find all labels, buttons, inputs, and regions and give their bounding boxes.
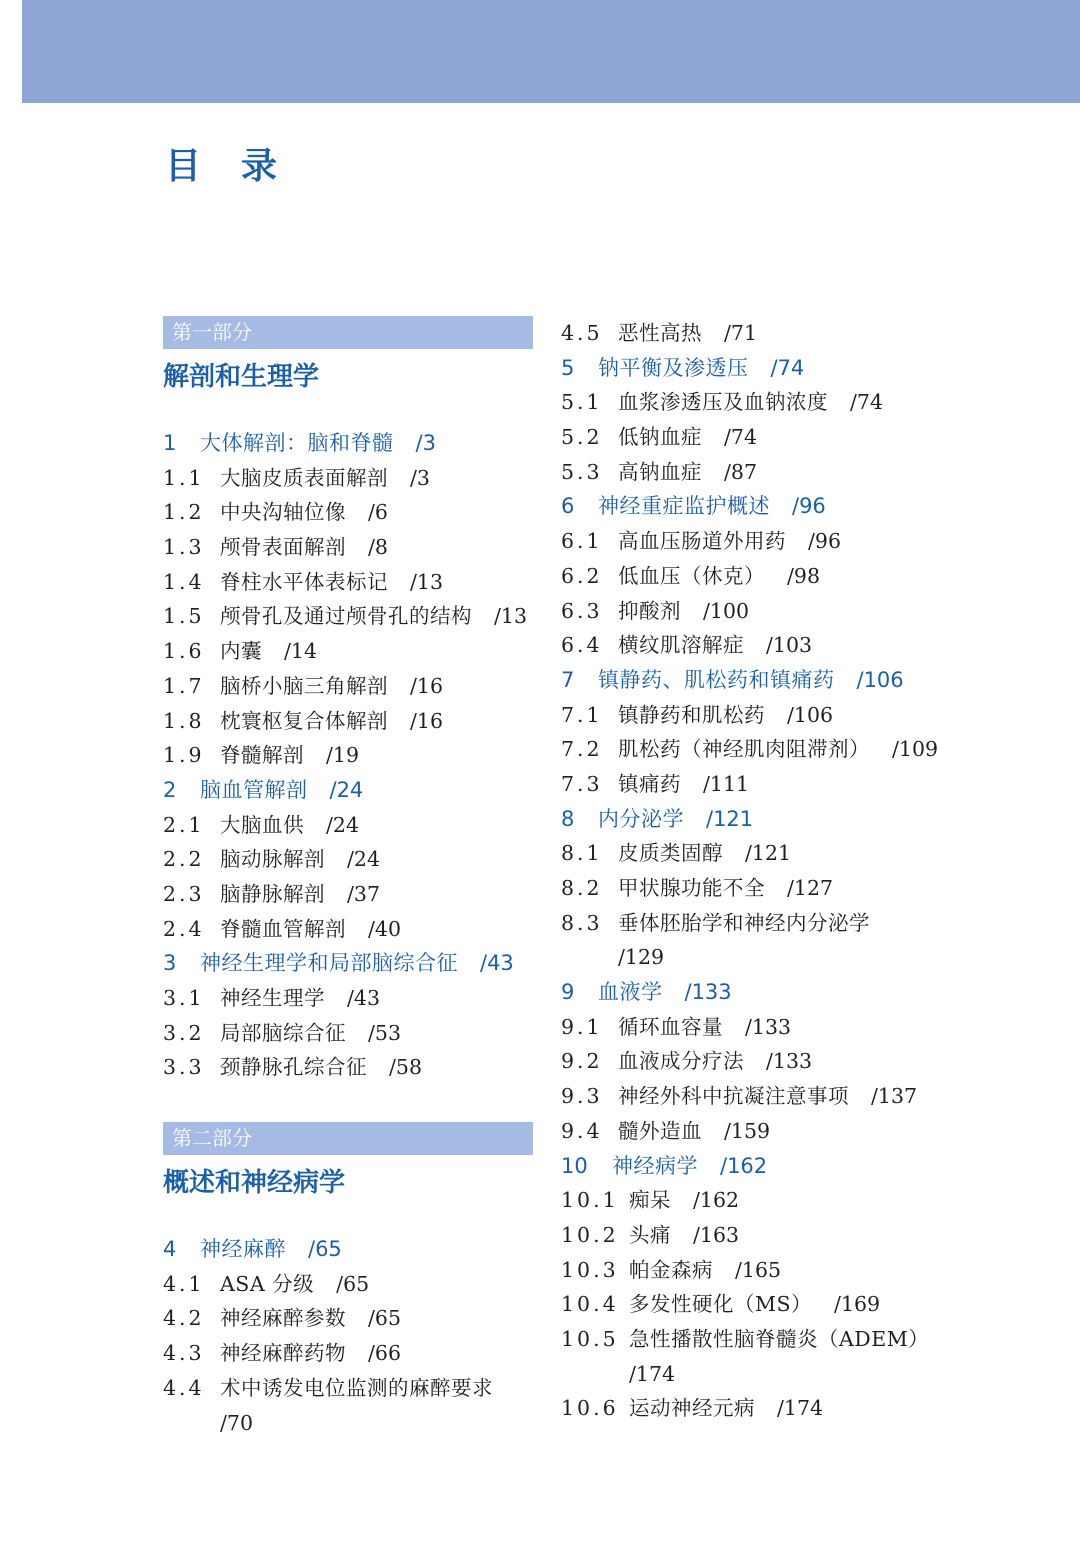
entry-page-number: /74	[850, 390, 883, 415]
entry-title: 颅骨孔及通过颅骨孔的结构	[220, 604, 472, 629]
toc-entry-list	[163, 426, 535, 1085]
toc-section-entry[interactable]	[561, 732, 941, 767]
entry-title: 局部脑综合征	[220, 1020, 346, 1045]
entry-page-number: /106	[856, 667, 904, 692]
toc-chapter-entry[interactable]	[561, 802, 941, 837]
entry-title: 肌松药（神经肌肉阻滞剂）	[618, 737, 870, 762]
toc-section-entry[interactable]	[561, 628, 941, 663]
entry-title: 脑静脉解剖	[220, 881, 325, 906]
part-label: 第二部分	[163, 1122, 533, 1155]
toc-section-entry[interactable]	[163, 1371, 535, 1406]
toc-section-entry[interactable]	[163, 461, 535, 496]
entry-title: 颅骨表面解剖	[220, 535, 346, 560]
entry-page-number: /58	[389, 1055, 422, 1080]
toc-section-entry[interactable]	[561, 420, 941, 455]
toc-section-entry[interactable]	[163, 634, 535, 669]
toc-left-column	[163, 316, 535, 1440]
entry-title: 血液成分疗法	[618, 1049, 744, 1074]
entry-page-number: /3	[410, 465, 430, 490]
entry-number: 2	[163, 777, 177, 802]
toc-section-entry[interactable]	[163, 1336, 535, 1371]
entry-page-number: /111	[703, 771, 750, 796]
entry-title: 高血压肠道外用药	[618, 529, 786, 554]
entry-title: 脊髓血管解剖	[220, 916, 346, 941]
part-title: 解剖和生理学	[163, 362, 320, 392]
toc-section-entry[interactable]	[561, 1218, 941, 1253]
entry-title: 甲状腺功能不全	[618, 876, 765, 900]
entry-page-number: /6	[368, 500, 388, 525]
entry-title: 神经麻醉	[200, 1237, 286, 1262]
entry-page-number: /159	[724, 1118, 771, 1143]
toc-section-entry[interactable]	[561, 1391, 941, 1426]
entry-number: 4.4	[163, 1375, 205, 1400]
toc-section-entry[interactable]	[163, 565, 535, 600]
toc-section-entry[interactable]	[163, 808, 535, 843]
entry-page-number: /16	[410, 708, 443, 733]
entry-number: 1.9	[163, 743, 205, 768]
entry-title: 钠平衡及渗透压	[598, 355, 749, 380]
entry-title: 内分泌学	[598, 806, 684, 831]
entry-page-number: /163	[693, 1222, 740, 1247]
entry-title: 中央沟轴位像	[220, 500, 346, 525]
entry-title: 横纹肌溶解症	[618, 633, 744, 658]
entry-title: 血浆渗透压及血钠浓度	[618, 390, 828, 415]
entry-number: 1.7	[163, 673, 205, 698]
entry-number: 7.3	[561, 771, 603, 796]
entry-title: 循环血容量	[618, 1014, 723, 1039]
toc-section-entry[interactable]	[561, 455, 941, 490]
entry-title: 运动神经元病	[629, 1396, 755, 1421]
entry-number: 1.8	[163, 708, 205, 733]
entry-number: 5.1	[561, 390, 603, 415]
entry-page-number: /129	[618, 945, 665, 970]
entry-number: 6	[561, 494, 575, 519]
toc-section-entry[interactable]	[561, 836, 941, 871]
entry-number: 9	[561, 980, 575, 1005]
entry-page-number: /74	[770, 355, 805, 380]
entry-page-number: /24	[329, 777, 364, 802]
toc-section-entry[interactable]	[561, 1322, 941, 1357]
entry-number: 1.5	[163, 604, 205, 629]
toc-section-entry[interactable]	[561, 385, 941, 420]
entry-page-number: /43	[347, 986, 380, 1010]
entry-number: 1.1	[163, 465, 205, 490]
entry-title: 大脑血供	[220, 812, 304, 837]
entry-title: 神经外科中抗凝注意事项	[618, 1084, 849, 1109]
toc-section-entry[interactable]	[561, 594, 941, 629]
toc-section-entry[interactable]	[163, 738, 535, 773]
entry-number: 4.1	[163, 1271, 205, 1296]
entry-number: 4.2	[163, 1306, 205, 1331]
entry-number: 4.3	[163, 1341, 205, 1366]
entry-number: 8.2	[561, 876, 603, 900]
toc-chapter-entry[interactable]	[163, 426, 535, 461]
entry-number: 10.3	[561, 1257, 619, 1282]
entry-number: 3.1	[163, 986, 205, 1010]
entry-number: 10.4	[561, 1292, 619, 1317]
entry-title: 颈静脉孔综合征	[220, 1055, 367, 1080]
entry-page-number: /109	[892, 737, 939, 762]
entry-title: 脑桥小脑三角解剖	[220, 673, 388, 698]
entry-page-number: /13	[494, 604, 527, 629]
entry-page-number: /13	[410, 569, 443, 594]
entry-page-number: /174	[777, 1396, 824, 1421]
toc-section-entry[interactable]	[561, 524, 941, 559]
entry-page-number: /98	[787, 563, 820, 588]
entry-page-number: /16	[410, 673, 443, 698]
entry-page-number: /106	[787, 702, 834, 727]
toc-section-entry[interactable]	[163, 981, 535, 1016]
entry-page-number: /100	[703, 598, 750, 623]
entry-page-number: /96	[792, 494, 826, 519]
entry-page-number: /65	[368, 1306, 401, 1331]
entry-title: 恶性高热	[618, 321, 702, 345]
toc-section-entry[interactable]	[163, 495, 535, 530]
toc-section-entry[interactable]	[561, 1114, 941, 1149]
entry-title: 神经重症监护概述	[598, 494, 770, 519]
entry-page-number: /14	[284, 639, 317, 664]
entry-title: 神经麻醉药物	[220, 1341, 346, 1366]
toc-section-entry[interactable]	[163, 704, 535, 739]
page-title: 目 录	[165, 146, 280, 187]
entry-title: 神经生理学和局部脑综合征	[200, 951, 458, 976]
entry-title: 垂体胚胎学和神经内分泌学	[618, 910, 870, 935]
entry-number: 1	[163, 431, 177, 455]
entry-page-number: /74	[724, 425, 757, 450]
entry-title: 急性播散性脑脊髓炎（ADEM）	[629, 1326, 930, 1351]
toc-chapter-entry[interactable]	[163, 946, 535, 981]
entry-number: 8	[561, 806, 575, 831]
entry-number: 7.2	[561, 737, 603, 762]
entry-title: 神经病学	[612, 1153, 698, 1178]
toc-right-column	[561, 316, 941, 1426]
toc-section-entry[interactable]	[561, 1079, 941, 1114]
toc-entry-list	[561, 316, 941, 1426]
toc-section-entry[interactable]	[163, 599, 535, 634]
entry-number: 3	[163, 951, 177, 976]
toc-section-entry[interactable]	[561, 559, 941, 594]
entry-title: 大体解剖：脑和脊髓	[200, 431, 394, 455]
entry-number: 4.5	[561, 321, 603, 345]
entry-page-number: /133	[766, 1049, 813, 1074]
entry-page-number: /65	[336, 1271, 370, 1296]
toc-entry-list	[163, 1232, 535, 1440]
toc-chapter-entry[interactable]	[163, 1232, 535, 1267]
entry-page-number: /40	[368, 916, 401, 941]
entry-title: 枕寰枢复合体解剖	[220, 708, 388, 733]
entry-number: 8.3	[561, 910, 603, 935]
entry-number: 2.1	[163, 812, 205, 837]
entry-number: 5.2	[561, 425, 603, 450]
toc-section-entry[interactable]	[163, 877, 535, 912]
entry-page-number: /3	[415, 431, 436, 455]
entry-page-number: /133	[745, 1014, 792, 1039]
entry-title: 镇静药、肌松药和镇痛药	[598, 667, 835, 692]
entry-page-number: /8	[368, 535, 388, 560]
toc-chapter-entry[interactable]	[561, 1149, 941, 1184]
toc-section-entry[interactable]	[561, 1183, 941, 1218]
entry-number: 9.2	[561, 1049, 603, 1074]
part-label: 第一部分	[163, 316, 533, 349]
entry-number: 1.3	[163, 535, 205, 560]
toc-section-entry[interactable]	[163, 1050, 535, 1085]
toc-entry-continuation	[561, 940, 941, 975]
entry-title: 多发性硬化（MS）	[629, 1292, 813, 1317]
entry-title: 脑血管解剖	[200, 777, 308, 802]
entry-title: 脊柱水平体表标记	[220, 569, 388, 594]
entry-page-number: /53	[368, 1020, 401, 1045]
toc-section-entry[interactable]	[163, 530, 535, 565]
entry-title: 术中诱发电位监测的麻醉要求	[220, 1375, 493, 1400]
entry-page-number: /169	[834, 1292, 881, 1317]
entry-title: 镇痛药	[618, 771, 681, 796]
toc-section-entry[interactable]	[561, 1253, 941, 1288]
entry-number: 5	[561, 355, 575, 380]
entry-title: 高钠血症	[618, 459, 702, 484]
toc-chapter-entry[interactable]	[561, 489, 941, 524]
toc-chapter-entry[interactable]	[561, 351, 941, 386]
entry-title: 低血压（休克）	[618, 563, 765, 588]
toc-section-entry[interactable]	[561, 767, 941, 802]
entry-number: 1.6	[163, 639, 205, 664]
entry-page-number: /19	[326, 743, 359, 768]
toc-section-entry[interactable]	[163, 842, 535, 877]
toc-entry-continuation	[561, 1357, 941, 1392]
entry-title: 低钠血症	[618, 425, 702, 450]
entry-title: 脊髓解剖	[220, 743, 304, 768]
toc-section-entry[interactable]	[561, 1287, 941, 1322]
entry-title: 大脑皮质表面解剖	[220, 465, 388, 490]
entry-number: 8.1	[561, 841, 603, 866]
entry-page-number: /43	[480, 951, 514, 976]
entry-title: ASA 分级	[220, 1271, 315, 1296]
toc-section-entry[interactable]	[163, 912, 535, 947]
toc-section-entry[interactable]	[561, 906, 941, 941]
entry-page-number: /127	[787, 876, 834, 900]
toc-section-entry[interactable]	[163, 669, 535, 704]
entry-number: 10.1	[561, 1188, 619, 1213]
entry-page-number: /24	[326, 812, 359, 837]
entry-number: 4	[163, 1237, 177, 1262]
entry-number: 6.4	[561, 633, 603, 658]
entry-page-number: /65	[308, 1237, 342, 1262]
toc-section-entry[interactable]	[561, 316, 941, 351]
entry-title: 神经生理学	[220, 986, 325, 1010]
toc-chapter-entry[interactable]	[561, 975, 941, 1010]
entry-page-number: /174	[629, 1361, 676, 1386]
entry-number: 7	[561, 667, 575, 692]
entry-number: 2.3	[163, 881, 205, 906]
entry-number: 9.3	[561, 1084, 603, 1109]
entry-number: 5.3	[561, 459, 603, 484]
entry-number: 10.6	[561, 1396, 619, 1421]
toc-section-entry[interactable]	[561, 698, 941, 733]
entry-number: 10.5	[561, 1326, 619, 1351]
entry-page-number: /71	[724, 321, 757, 345]
entry-page-number: /133	[684, 980, 732, 1005]
entry-title: 痴呆	[629, 1188, 671, 1213]
toc-section-entry[interactable]	[561, 1044, 941, 1079]
entry-title: 皮质类固醇	[618, 841, 723, 866]
entry-page-number: /37	[347, 881, 380, 906]
entry-number: 9.4	[561, 1118, 603, 1143]
toc-chapter-entry[interactable]	[561, 663, 941, 698]
entry-number: 10.2	[561, 1222, 619, 1247]
entry-page-number: /162	[693, 1188, 740, 1213]
toc-chapter-entry[interactable]	[163, 773, 535, 808]
entry-title: 帕金森病	[629, 1257, 713, 1282]
entry-number: 6.1	[561, 529, 603, 554]
entry-number: 3.3	[163, 1055, 205, 1080]
entry-title: 内囊	[220, 639, 262, 664]
entry-page-number: /103	[766, 633, 813, 658]
toc-section-entry[interactable]	[163, 1301, 535, 1336]
entry-title: 头痛	[629, 1222, 671, 1247]
toc-entry-continuation	[163, 1406, 535, 1441]
entry-number: 1.2	[163, 500, 205, 525]
entry-page-number: /165	[735, 1257, 782, 1282]
entry-number: 6.3	[561, 598, 603, 623]
entry-title: 神经麻醉参数	[220, 1306, 346, 1331]
entry-page-number: /137	[871, 1084, 918, 1109]
entry-number: 9.1	[561, 1014, 603, 1039]
entry-page-number: /66	[368, 1341, 401, 1366]
entry-number: 6.2	[561, 563, 603, 588]
entry-number: 2.4	[163, 916, 205, 941]
entry-page-number: /96	[808, 529, 841, 554]
entry-number: 7.1	[561, 702, 603, 727]
part-title: 概述和神经病学	[163, 1168, 346, 1199]
entry-number: 10	[561, 1153, 588, 1178]
entry-page-number: /121	[706, 806, 754, 831]
entry-title: 抑酸剂	[618, 598, 681, 623]
top-color-band	[22, 0, 1080, 103]
toc-section-entry[interactable]	[561, 871, 941, 906]
entry-number: 3.2	[163, 1020, 205, 1045]
entry-title: 髓外造血	[618, 1118, 702, 1143]
toc-section-entry[interactable]	[561, 1010, 941, 1045]
entry-title: 镇静药和肌松药	[618, 702, 765, 727]
toc-section-entry[interactable]	[163, 1016, 535, 1051]
entry-page-number: /87	[724, 459, 757, 484]
entry-page-number: /162	[720, 1153, 768, 1178]
entry-page-number: /70	[220, 1410, 253, 1435]
toc-section-entry[interactable]	[163, 1267, 535, 1302]
entry-title: 血液学	[598, 980, 663, 1005]
entry-number: 1.4	[163, 569, 205, 594]
entry-number: 2.2	[163, 847, 205, 872]
entry-title: 脑动脉解剖	[220, 847, 325, 872]
entry-page-number: /24	[347, 847, 380, 872]
entry-page-number: /121	[745, 841, 792, 866]
